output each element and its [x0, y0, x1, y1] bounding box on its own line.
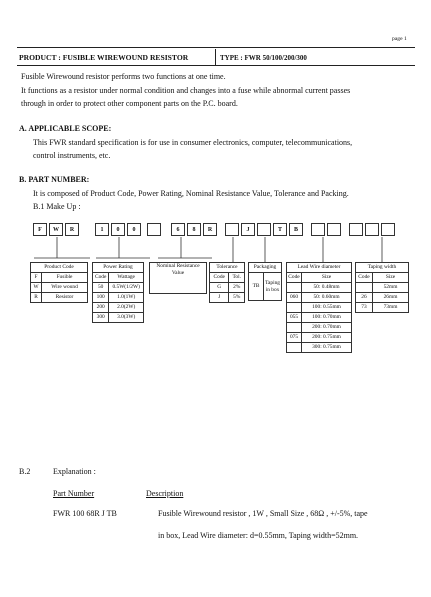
table-row	[93, 313, 144, 323]
code-box: 0	[111, 223, 125, 236]
table-row	[287, 333, 352, 343]
table-cell: 300: 0.75mm	[302, 343, 352, 353]
table-cell	[287, 343, 302, 353]
table-header: Size	[302, 273, 352, 283]
taping-width-table	[355, 262, 409, 313]
code-box: 1	[95, 223, 109, 236]
explanation-section-number: B.2	[19, 467, 31, 476]
table-row	[287, 323, 352, 333]
table-cell: 2.0(2W)	[109, 303, 144, 313]
table-cell: 100	[93, 293, 109, 303]
table-header: Code	[210, 273, 229, 283]
table-cell: 26mm	[373, 293, 409, 303]
table-cell: 2%	[229, 283, 245, 293]
table-cell: 73mm	[373, 303, 409, 313]
table-cell: 1.0(1W)	[109, 293, 144, 303]
table-title: Lead Wire diameter	[287, 263, 352, 273]
table-header: Code	[356, 273, 373, 283]
table-cell	[287, 323, 302, 333]
packaging-table	[248, 262, 282, 301]
table-header: Code	[287, 273, 302, 283]
intro-line-1: Fusible Wirewound resistor performs two functions at one time.	[21, 72, 226, 81]
table-cell: 075	[287, 333, 302, 343]
table-cell	[287, 303, 302, 313]
nominal-resistance-box	[149, 262, 207, 294]
table-row	[210, 293, 245, 303]
table-cell: F	[31, 273, 42, 283]
table-header: Wattage	[109, 273, 144, 283]
lead-wire-table	[286, 262, 352, 353]
product-title: PRODUCT : FUSIBLE WIREWOUND RESISTOR	[19, 53, 189, 62]
scope-line-1: This FWR standard specification is for use in consumer electronics, computer, telecommunications,	[33, 138, 353, 147]
table-row	[356, 303, 409, 313]
table-row	[31, 293, 88, 303]
table-row	[249, 273, 282, 301]
table-header: Code	[93, 273, 109, 283]
table-cell: 100: 0.55mm	[302, 303, 352, 313]
table-title: Tolerance	[210, 263, 245, 273]
table-header: Size	[373, 273, 409, 283]
code-box: B	[289, 223, 303, 236]
table-title: Packaging	[249, 263, 282, 273]
code-box: T	[273, 223, 287, 236]
scope-line-2: control instruments, etc.	[33, 151, 111, 160]
code-box: 6	[171, 223, 185, 236]
table-row	[287, 303, 352, 313]
table-cell: 200	[93, 303, 109, 313]
table-row	[31, 273, 88, 283]
code-box: J	[241, 223, 255, 236]
table-cell: G	[210, 283, 229, 293]
example-description-line-1: Fusible Wirewound resistor , 1W , Small Size , 68Ω , +/-5%, tape	[158, 509, 368, 518]
explanation-heading: Explanation :	[53, 467, 96, 476]
makeup-label: B.1 Make Up :	[33, 202, 81, 211]
code-box: 8	[187, 223, 201, 236]
table-header: Tol.	[229, 273, 245, 283]
table-cell: R	[31, 293, 42, 303]
table-cell: Resistor	[42, 293, 88, 303]
table-cell: 50: 0.48mm	[302, 283, 352, 293]
table-row	[287, 343, 352, 353]
part-number-description: It is composed of Product Code, Power Rating, Nominal Resistance Value, Tolerance and Packing.	[33, 189, 349, 198]
table-row	[210, 283, 245, 293]
table-cell: 50: 0.60mm	[302, 293, 352, 303]
table-cell: Wire wound	[42, 283, 88, 293]
part-number-heading: B. PART NUMBER:	[19, 175, 90, 184]
table-cell: 73	[356, 303, 373, 313]
table-row	[93, 293, 144, 303]
table-cell: 52mm	[373, 283, 409, 293]
code-box: W	[49, 223, 63, 236]
table-cell: W	[31, 283, 42, 293]
nominal-title: Nominal Resistance	[156, 263, 200, 269]
table-row	[287, 283, 352, 293]
table-row	[356, 283, 409, 293]
table-cell: 50	[93, 283, 109, 293]
power-rating-table	[92, 262, 144, 323]
tolerance-table	[209, 262, 245, 303]
type-label: TYPE : FWR 50/100/200/300	[220, 54, 307, 62]
table-row	[287, 293, 352, 303]
table-cell: TB	[249, 273, 264, 301]
description-column-label: Description	[146, 489, 184, 498]
code-box: R	[65, 223, 79, 236]
example-part-number: FWR 100 68R J TB	[53, 509, 117, 518]
nominal-value: Value	[171, 270, 185, 276]
table-cell: 200: 0.70mm	[302, 323, 352, 333]
page-number: page 1	[392, 36, 407, 42]
table-cell	[287, 283, 302, 293]
product-code-table	[30, 262, 88, 303]
code-box: 0	[127, 223, 141, 236]
table-cell: 3.0(3W)	[109, 313, 144, 323]
table-cell: 200: 0.75mm	[302, 333, 352, 343]
table-title: Power Rating	[93, 263, 144, 273]
table-row	[31, 283, 88, 293]
code-box: R	[203, 223, 217, 236]
table-row	[287, 313, 352, 323]
table-cell: 5%	[229, 293, 245, 303]
table-cell: 300	[93, 313, 109, 323]
scope-heading: A. APPLICABLE SCOPE:	[19, 124, 112, 133]
table-row	[93, 303, 144, 313]
table-title: Taping width	[356, 263, 409, 273]
table-cell: Fusible	[42, 273, 88, 283]
table-cell: J	[210, 293, 229, 303]
part-number-column-label: Part Number	[53, 489, 95, 498]
table-title: Product Code	[31, 263, 88, 273]
table-cell: Taping in box	[264, 273, 282, 301]
table-cell: 100: 0.70mm	[302, 313, 352, 323]
intro-line-3: through in order to protect other component parts on the P.C. board.	[21, 99, 238, 108]
example-description-line-2: in box, Lead Wire diameter: d=0.55mm, Taping width=52mm.	[158, 531, 359, 540]
table-cell	[356, 283, 373, 293]
intro-line-2: It functions as a resistor under normal condition and changes into a fuse while abnormal current passes	[21, 86, 351, 95]
table-cell: 26	[356, 293, 373, 303]
table-cell: 060	[287, 293, 302, 303]
table-row	[93, 283, 144, 293]
table-cell: 055	[287, 313, 302, 323]
table-cell: 0.5W(1/2W)	[109, 283, 144, 293]
code-box: F	[33, 223, 47, 236]
table-row	[356, 293, 409, 303]
